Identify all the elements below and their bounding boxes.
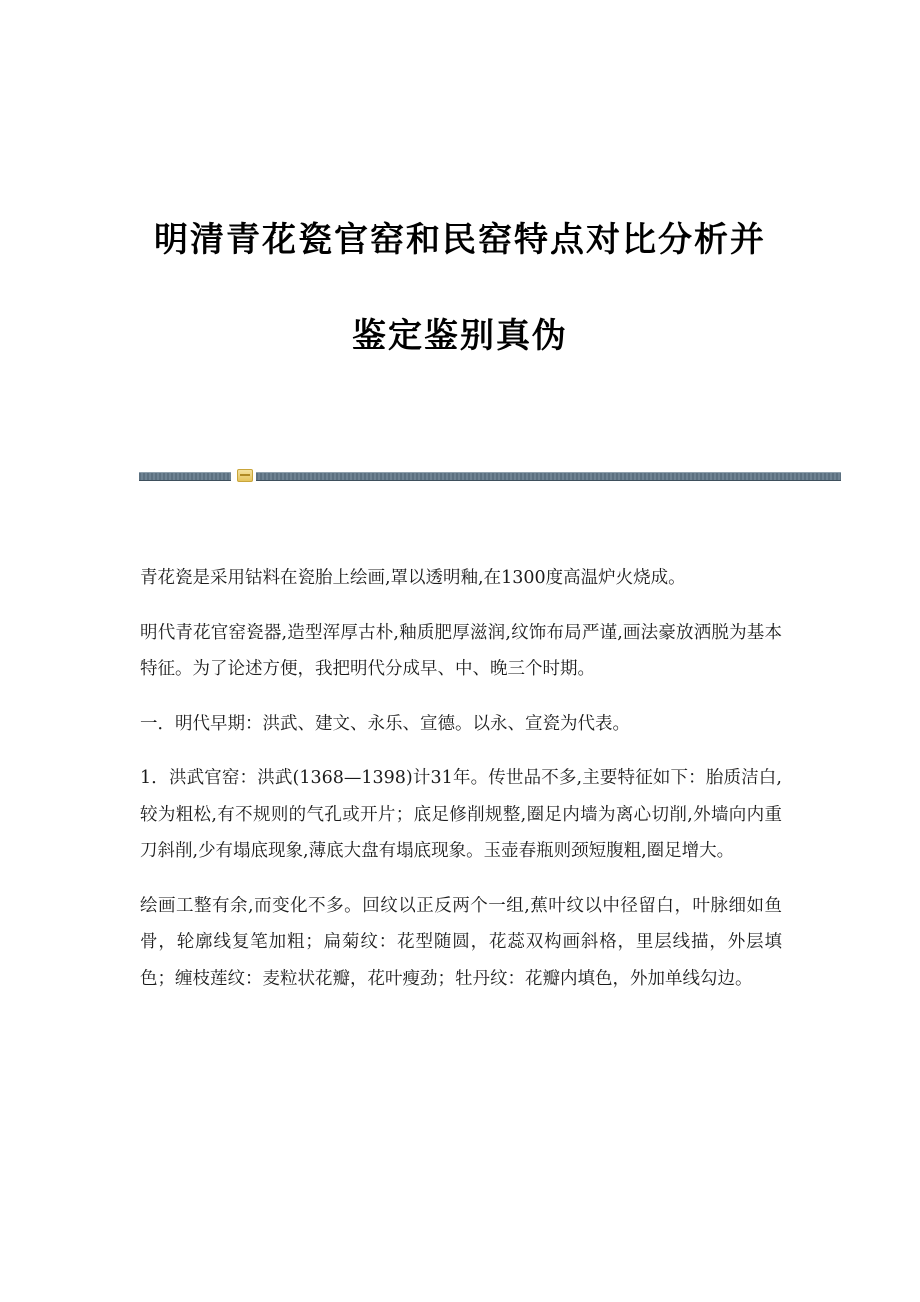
paragraph-ming-overview: 明代青花官窑瓷器,造型浑厚古朴,釉质肥厚滋润,纹饰布局严谨,画法豪放洒脱为基本特征。为了论述方便，我把明代分成早、中、晚三个时期。: [140, 622, 782, 679]
paragraph-painting-style: 绘画工整有余,而变化不多。回纹以正反两个一组,蕉叶纹以中径留白，叶脉细如鱼骨，轮廓线复笔加粗；扁菊纹：花型随圆，花蕊双构画斜格，里层线描，外层填色；缠枝莲纹：麦粒状花瓣，花叶瘦劲；牡丹纹：花瓣内填色，外加单线勾边。: [140, 895, 782, 989]
title-divider: [139, 468, 841, 482]
document-title-line-2: 鉴定鉴别真伪: [352, 316, 568, 356]
paragraph-early-ming-heading: 一．明代早期：洪武、建文、永乐、宣德。以永、宣瓷为代表。: [140, 713, 630, 734]
divider-bar-left: [139, 472, 231, 481]
document-title-line-1: 明清青花瓷官窑和民窑特点对比分析并: [154, 220, 766, 260]
document-body: [140, 560, 782, 1015]
divider-bar-right: [256, 472, 841, 481]
envelope-icon: [237, 469, 253, 482]
paragraph-intro: 青花瓷是采用钴料在瓷胎上绘画,罩以透明釉,在1300度高温炉火烧成。: [140, 568, 686, 588]
paragraph-hongwu-kiln: 1．洪武官窑：洪武(1368—1398)计31年。传世品不多,主要特征如下：胎质洁白,较为粗松,有不规则的气孔或开片；底足修削规整,圈足内墙为离心切削,外墙向内重刀斜削,少有塌底现象,薄底大盘有塌底现象。玉壶春瓶则颈短腹粗,圈足增大。: [140, 768, 782, 861]
